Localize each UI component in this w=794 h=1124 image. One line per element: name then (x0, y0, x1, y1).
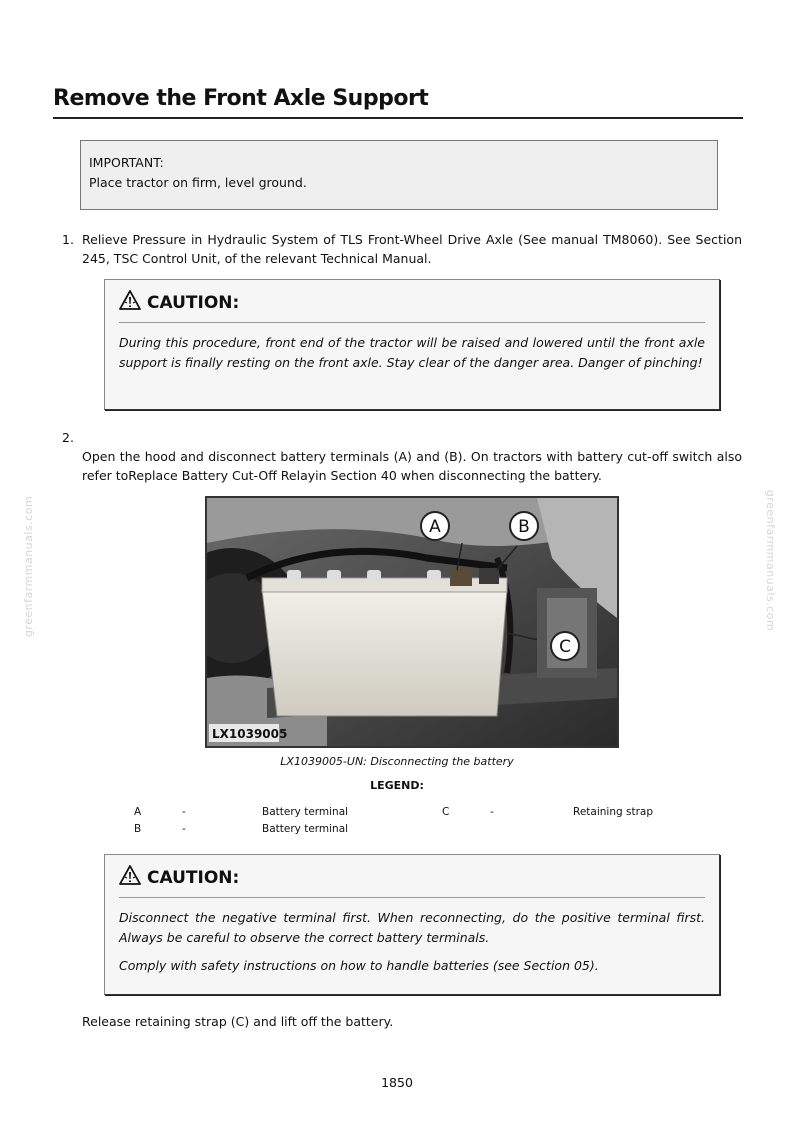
caution-text: Disconnect the negative terminal first. When reconnecting, do the positive terminal first. Always be careful to observe the correct battery terminals. (119, 910, 705, 945)
important-text: Place tractor on firm, level ground. (89, 175, 307, 190)
step-number: 1. (62, 232, 74, 247)
caution-box-1 (104, 279, 720, 410)
legend-title: LEGEND: (370, 779, 424, 792)
caution-text: During this procedure, front end of the tractor will be raised and lowered until the front axle support is finally resting on the front axle. Stay clear of the danger area. Danger of pinching! (119, 335, 705, 370)
battery-illustration (207, 498, 617, 746)
legend-label-c: Retaining strap (573, 806, 653, 818)
final-step-text: Release retaining strap (C) and lift off the battery. (82, 1014, 394, 1029)
important-label: IMPORTANT: (89, 155, 164, 170)
important-notice (80, 140, 718, 210)
step-1 (62, 230, 742, 268)
step-number: 2. (62, 430, 74, 445)
legend-label-a: Battery terminal (262, 806, 349, 818)
legend-dash-a: - (182, 806, 186, 818)
step-2 (62, 428, 742, 485)
image-label: LX1039005 (212, 727, 288, 741)
caution-heading (119, 865, 705, 898)
caution-label: CAUTION: (147, 867, 240, 888)
battery-photo (205, 496, 619, 748)
legend-label-b: Battery terminal (262, 823, 349, 835)
callout-a: A (429, 517, 441, 537)
figure-caption: LX1039005-UN: Disconnecting the battery (280, 755, 514, 768)
step-text: Relieve Pressure in Hydraulic System of TLS Front-Wheel Drive Axle (See manual TM8060). See Section 245, TSC Control Unit, of the relevant Technical Manual. (82, 232, 742, 266)
caution-text: Comply with safety instructions on how to handle batteries (see Section 05). (119, 958, 599, 973)
legend-key-c: C (442, 806, 450, 818)
caution-label: CAUTION: (147, 292, 240, 313)
warning-triangle-icon (119, 290, 141, 315)
legend-key-b: B (134, 823, 142, 835)
caution-heading (119, 290, 705, 323)
watermark-left: greenfarmmanuals.com (22, 495, 36, 638)
legend-dash-c: - (490, 806, 494, 818)
watermark-right: greenfarmmanuals.com (764, 489, 778, 632)
page-title: Remove the Front Axle Support (53, 86, 743, 119)
callout-c: C (559, 637, 571, 657)
callout-b: B (518, 517, 530, 537)
final-step (62, 1012, 742, 1031)
caution-box-2 (104, 854, 720, 995)
legend-key-a: A (134, 806, 142, 818)
step-text: Open the hood and disconnect battery terminals (A) and (B). On tractors with battery cut-off switch also refer toReplace Battery Cut-Off Relayin Section 40 when disconnecting the battery. (82, 449, 742, 483)
page-number: 1850 (381, 1075, 413, 1090)
legend-dash-b: - (182, 823, 186, 835)
warning-triangle-icon (119, 865, 141, 890)
